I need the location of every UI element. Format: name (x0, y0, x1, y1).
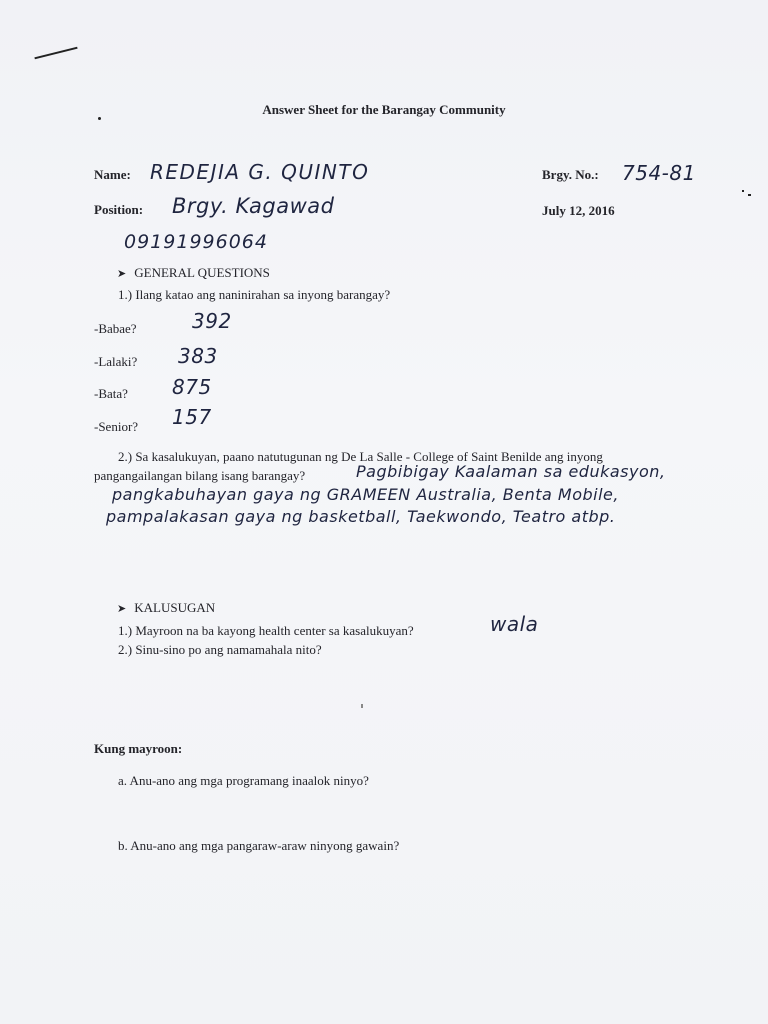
arrow-bullet-icon: ➤ (117, 268, 127, 280)
babae-handwritten-value: 392 (192, 309, 232, 333)
senior-handwritten-value: 157 (172, 405, 212, 429)
phone-handwritten-value: 09191996064 (124, 231, 268, 253)
arrow-bullet-icon: ➤ (117, 603, 127, 615)
kalusugan-heading (117, 600, 215, 616)
kung-question-a: a. Anu-ano ang mga programang inaalok ninyo? (118, 773, 369, 788)
sheet-title: Answer Sheet for the Barangay Community (262, 102, 506, 117)
speck-mark (361, 704, 363, 708)
general-questions-heading (117, 265, 270, 281)
name-handwritten-value: REDEJIA G. QUINTO (150, 160, 370, 184)
bata-label: -Bata? (94, 386, 128, 401)
speck-mark (748, 194, 751, 196)
speck-mark (742, 190, 744, 192)
general-q2-line2: pangangailangan bilang isang barangay? (94, 468, 306, 483)
kalusugan-a1-handwritten: wala (490, 612, 539, 636)
babae-label: -Babae? (94, 321, 137, 336)
lalaki-handwritten-value: 383 (178, 344, 218, 368)
kalusugan-q2: 2.) Sinu-sino po ang namamahala nito? (118, 642, 322, 657)
position-handwritten-value: Brgy. Kagawad (172, 194, 335, 218)
kalusugan-heading-text: KALUSUGAN (134, 600, 216, 615)
lalaki-label: -Lalaki? (94, 354, 138, 369)
general-q2-line1: 2.) Sa kasalukuyan, paano natutugunan ng De La Salle - College of Saint Benilde ang inyong (118, 449, 603, 464)
general-a2-line2: pangkabuhayan gaya ng GRAMEEN Australia, Benta Mobile, (112, 485, 619, 504)
general-questions-heading-text: GENERAL QUESTIONS (134, 265, 270, 280)
senior-label: -Senior? (94, 419, 139, 434)
kung-question-b: b. Anu-ano ang mga pangaraw-araw ninyong gawain? (118, 838, 400, 853)
bata-handwritten-value: 875 (172, 375, 212, 399)
general-a2-line3: pampalakasan gaya ng basketball, Taekwondo, Teatro atbp. (106, 507, 616, 526)
general-q1: 1.) Ilang katao ang naninirahan sa inyong barangay? (118, 287, 391, 302)
brgy-no-handwritten-value: 754-81 (622, 161, 696, 185)
kalusugan-q1: 1.) Mayroon na ba kayong health center sa kasalukuyan? (118, 623, 414, 638)
date-text: July 12, 2016 (542, 203, 615, 218)
kung-mayroon-heading: Kung mayroon: (94, 741, 183, 756)
name-label: Name: (94, 167, 131, 182)
brgy-no-label: Brgy. No.: (542, 167, 599, 182)
general-a2-line1: Pagbibigay Kaalaman sa edukasyon, (356, 462, 666, 481)
pen-stroke-mark (34, 47, 77, 60)
position-label: Position: (94, 202, 144, 217)
